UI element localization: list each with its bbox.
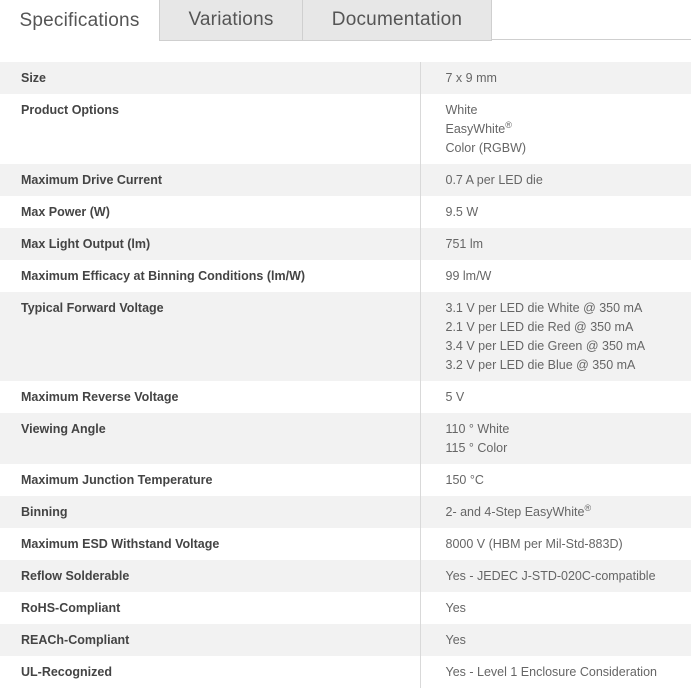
spec-label: Viewing Angle: [0, 413, 420, 464]
spec-label: Product Options: [0, 94, 420, 164]
specifications-table: [0, 62, 691, 688]
spec-value: 8000 V (HBM per Mil-Std-883D): [420, 528, 691, 560]
spec-label: Max Power (W): [0, 196, 420, 228]
table-row: [0, 228, 691, 260]
spec-value: 751 lm: [420, 228, 691, 260]
spec-label: Size: [0, 62, 420, 94]
spec-label: Maximum ESD Withstand Voltage: [0, 528, 420, 560]
table-row: [0, 496, 691, 528]
spec-value: Yes: [420, 592, 691, 624]
spec-value: 99 lm/W: [420, 260, 691, 292]
table-row: [0, 464, 691, 496]
table-row: [0, 528, 691, 560]
spec-label: Maximum Reverse Voltage: [0, 381, 420, 413]
spec-label: RoHS-Compliant: [0, 592, 420, 624]
tab-documentation[interactable]: Documentation: [303, 0, 492, 41]
table-row: [0, 62, 691, 94]
specifications-panel: [0, 62, 691, 688]
tab-bar: [0, 0, 691, 40]
spec-value: 5 V: [420, 381, 691, 413]
spec-value: Yes: [420, 624, 691, 656]
spec-value: 110 ° White 115 ° Color: [420, 413, 691, 464]
spec-label: Maximum Junction Temperature: [0, 464, 420, 496]
spec-label: UL-Recognized: [0, 656, 420, 688]
table-row: [0, 413, 691, 464]
spec-label: Maximum Drive Current: [0, 164, 420, 196]
registered-mark: ®: [505, 119, 512, 130]
spec-value: Yes - Level 1 Enclosure Consideration: [420, 656, 691, 688]
spec-value: Yes - JEDEC J-STD-020C-compatible: [420, 560, 691, 592]
spec-label: Max Light Output (lm): [0, 228, 420, 260]
spec-value: 0.7 A per LED die: [420, 164, 691, 196]
table-row: [0, 592, 691, 624]
table-row: [0, 260, 691, 292]
table-row: [0, 656, 691, 688]
spec-value: 9.5 W: [420, 196, 691, 228]
table-row: [0, 164, 691, 196]
tab-variations[interactable]: Variations: [160, 0, 303, 41]
spec-value: 150 °C: [420, 464, 691, 496]
table-row: [0, 381, 691, 413]
spec-value: 7 x 9 mm: [420, 62, 691, 94]
spec-label: Maximum Efficacy at Binning Conditions (lm/W): [0, 260, 420, 292]
spec-label: REACh-Compliant: [0, 624, 420, 656]
table-row: [0, 292, 691, 381]
spec-value: 3.1 V per LED die White @ 350 mA 2.1 V per LED die Red @ 350 mA 3.4 V per LED die Green @ 350 mA 3.2 V per LED die Blue @ 350 mA: [420, 292, 691, 381]
tab-specifications[interactable]: Specifications: [0, 0, 160, 41]
table-row: [0, 94, 691, 164]
spec-label: Reflow Solderable: [0, 560, 420, 592]
spec-label: Typical Forward Voltage: [0, 292, 420, 381]
spec-label: Binning: [0, 496, 420, 528]
registered-mark: ®: [584, 502, 592, 513]
spec-value: 2- and 4-Step EasyWhite®: [420, 496, 691, 528]
spec-value: White EasyWhite® Color (RGBW): [420, 94, 691, 164]
table-row: [0, 196, 691, 228]
table-row: [0, 560, 691, 592]
table-row: [0, 624, 691, 656]
